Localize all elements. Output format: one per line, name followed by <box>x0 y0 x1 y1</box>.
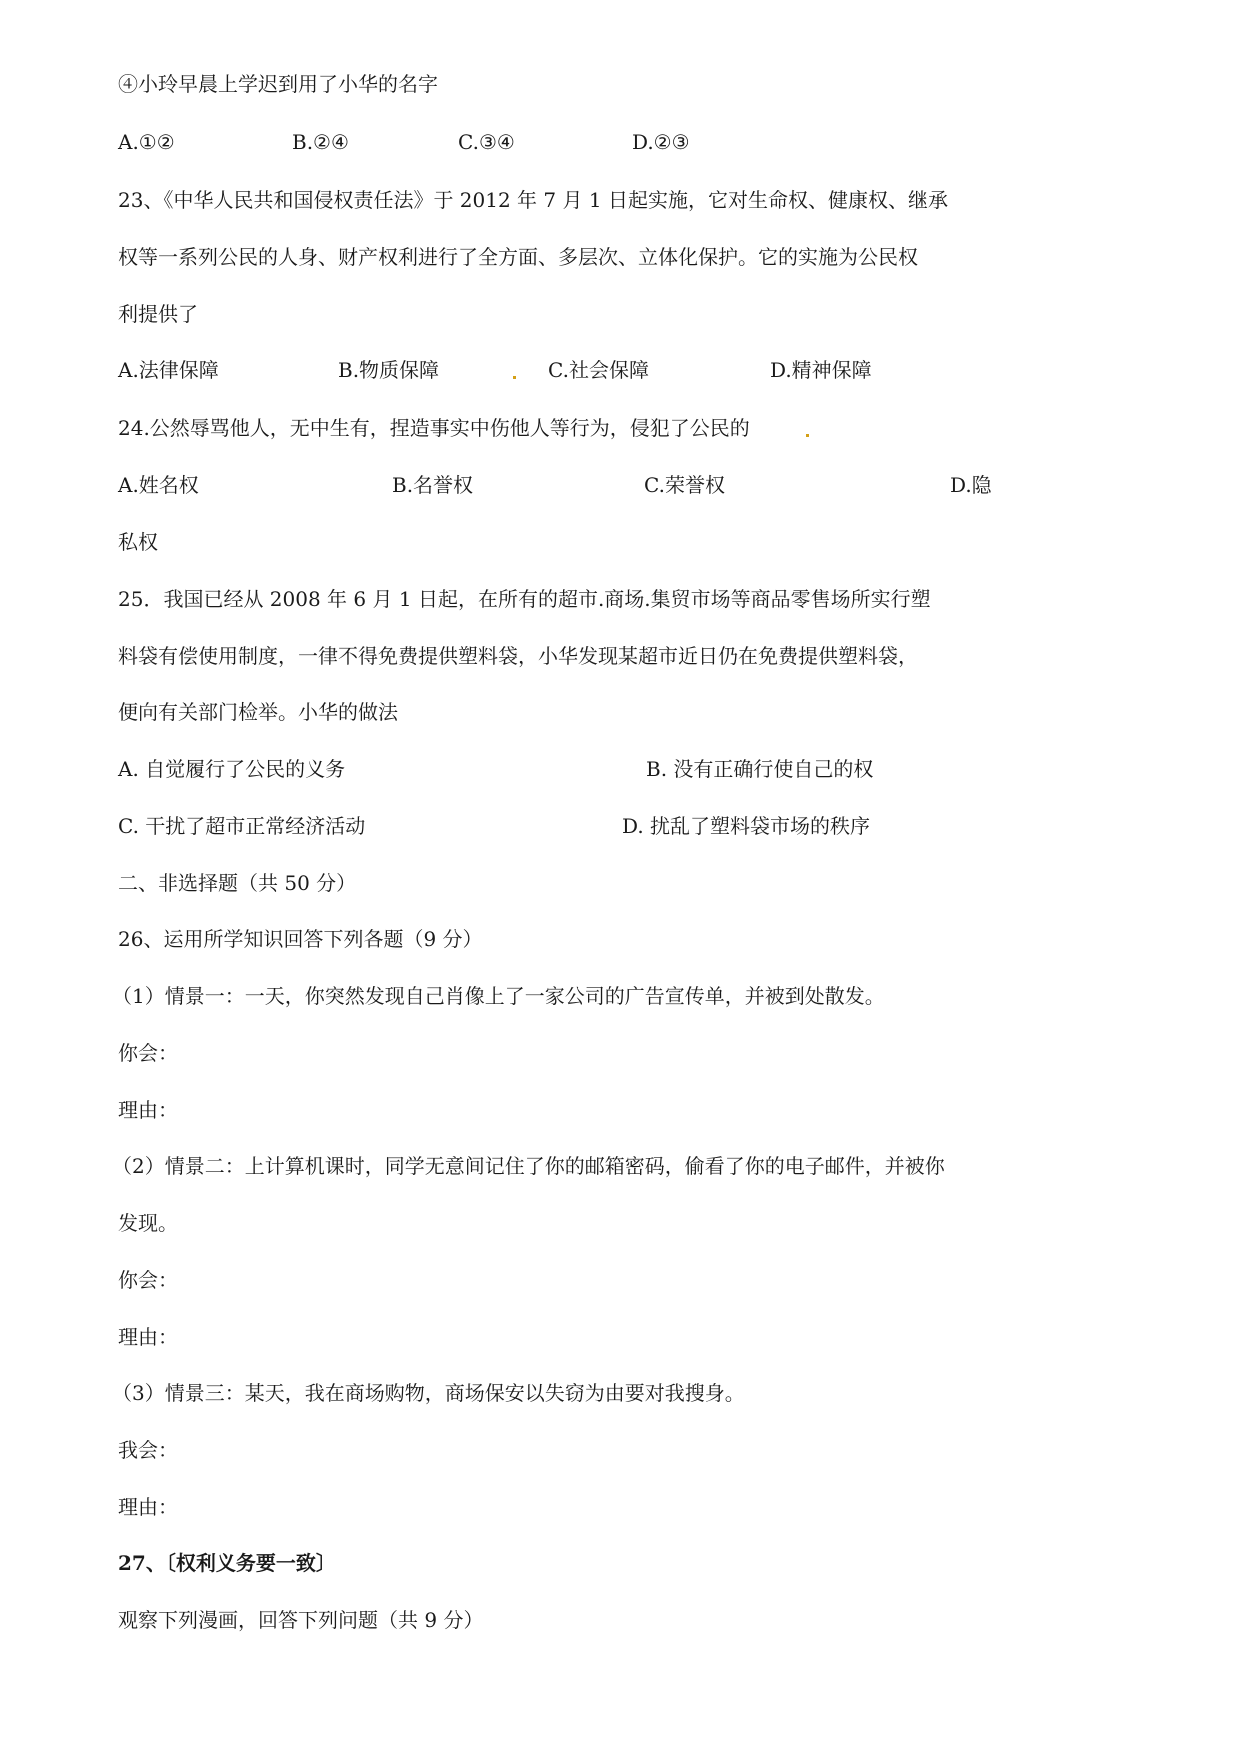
q26-s2-reason: 理由： <box>118 1325 178 1349</box>
q24-option-b: B.名誉权 <box>392 473 474 497</box>
q26-s1-reason: 理由： <box>118 1098 178 1122</box>
stray-mark <box>806 434 809 437</box>
stray-mark <box>513 376 516 379</box>
q26-s3-reason: 理由： <box>118 1495 178 1519</box>
q23-line-1: 23、《中华人民共和国侵权责任法》于 2012 年 7 月 1 日起实施，它对生命权、健康权、继承 <box>118 188 948 212</box>
q24-option-a: A.姓名权 <box>118 473 199 497</box>
q26-s1-will: 你会： <box>118 1041 178 1065</box>
q24-option-d: D.隐 <box>950 473 992 497</box>
q25-line-2: 料袋有偿使用制度，一律不得免费提供塑料袋，小华发现某超市近日仍在免费提供塑料袋， <box>118 644 918 668</box>
q26-s3-will: 我会： <box>118 1438 178 1462</box>
q26-scenario-2-line-1: （2）情景二：上计算机课时，同学无意间记住了你的邮箱密码，偷看了你的电子邮件，并被你 <box>112 1154 945 1178</box>
q24-wrap: 私权 <box>118 530 158 554</box>
q23-option-c: C.社会保障 <box>548 358 649 382</box>
q22-option-a: A.①② <box>118 130 175 154</box>
q26-title: 26、运用所学知识回答下列各题（9 分） <box>118 927 483 951</box>
q23-line-3: 利提供了 <box>118 302 198 326</box>
q22-option-b: B.②④ <box>292 130 349 154</box>
q25-line-1: 25．我国已经从 2008 年 6 月 1 日起，在所有的超市.商场.集贸市场等商品零售场所实行塑 <box>118 587 931 611</box>
q25-option-a: A. 自觉履行了公民的义务 <box>118 757 346 781</box>
q22-option-c: C.③④ <box>458 130 515 154</box>
q26-scenario-2-line-2: 发现。 <box>118 1211 178 1235</box>
q26-scenario-3: （3）情景三：某天，我在商场购物，商场保安以失窃为由要对我搜身。 <box>112 1381 745 1405</box>
q26-scenario-1: （1）情景一：一天，你突然发现自己肖像上了一家公司的广告宣传单，并被到处散发。 <box>112 984 885 1008</box>
q25-option-b: B. 没有正确行使自己的权 <box>646 757 874 781</box>
section-2-title: 二、非选择题（共 50 分） <box>118 871 357 895</box>
q22-item-4: ④小玲早晨上学迟到用了小华的名字 <box>118 72 438 96</box>
q23-line-2: 权等一系列公民的人身、财产权利进行了全方面、多层次、立体化保护。它的实施为公民权 <box>118 245 918 269</box>
q24-option-c: C.荣誉权 <box>644 473 725 497</box>
q24-line-1: 24.公然辱骂他人，无中生有，捏造事实中伤他人等行为，侵犯了公民的 <box>118 416 750 440</box>
q25-option-c: C. 干扰了超市正常经济活动 <box>118 814 366 838</box>
q27-title: 27、〔权利义务要一致〕 <box>118 1551 336 1575</box>
q25-line-3: 便向有关部门检举。小华的做法 <box>118 700 398 724</box>
q25-option-d: D. 扰乱了塑料袋市场的秩序 <box>622 814 871 838</box>
q22-option-d: D.②③ <box>632 130 690 154</box>
q26-s2-will: 你会： <box>118 1268 178 1292</box>
q23-option-b: B.物质保障 <box>338 358 440 382</box>
q23-option-d: D.精神保障 <box>770 358 872 382</box>
q27-line-1: 观察下列漫画，回答下列问题（共 9 分） <box>118 1608 484 1632</box>
q23-option-a: A.法律保障 <box>118 358 219 382</box>
